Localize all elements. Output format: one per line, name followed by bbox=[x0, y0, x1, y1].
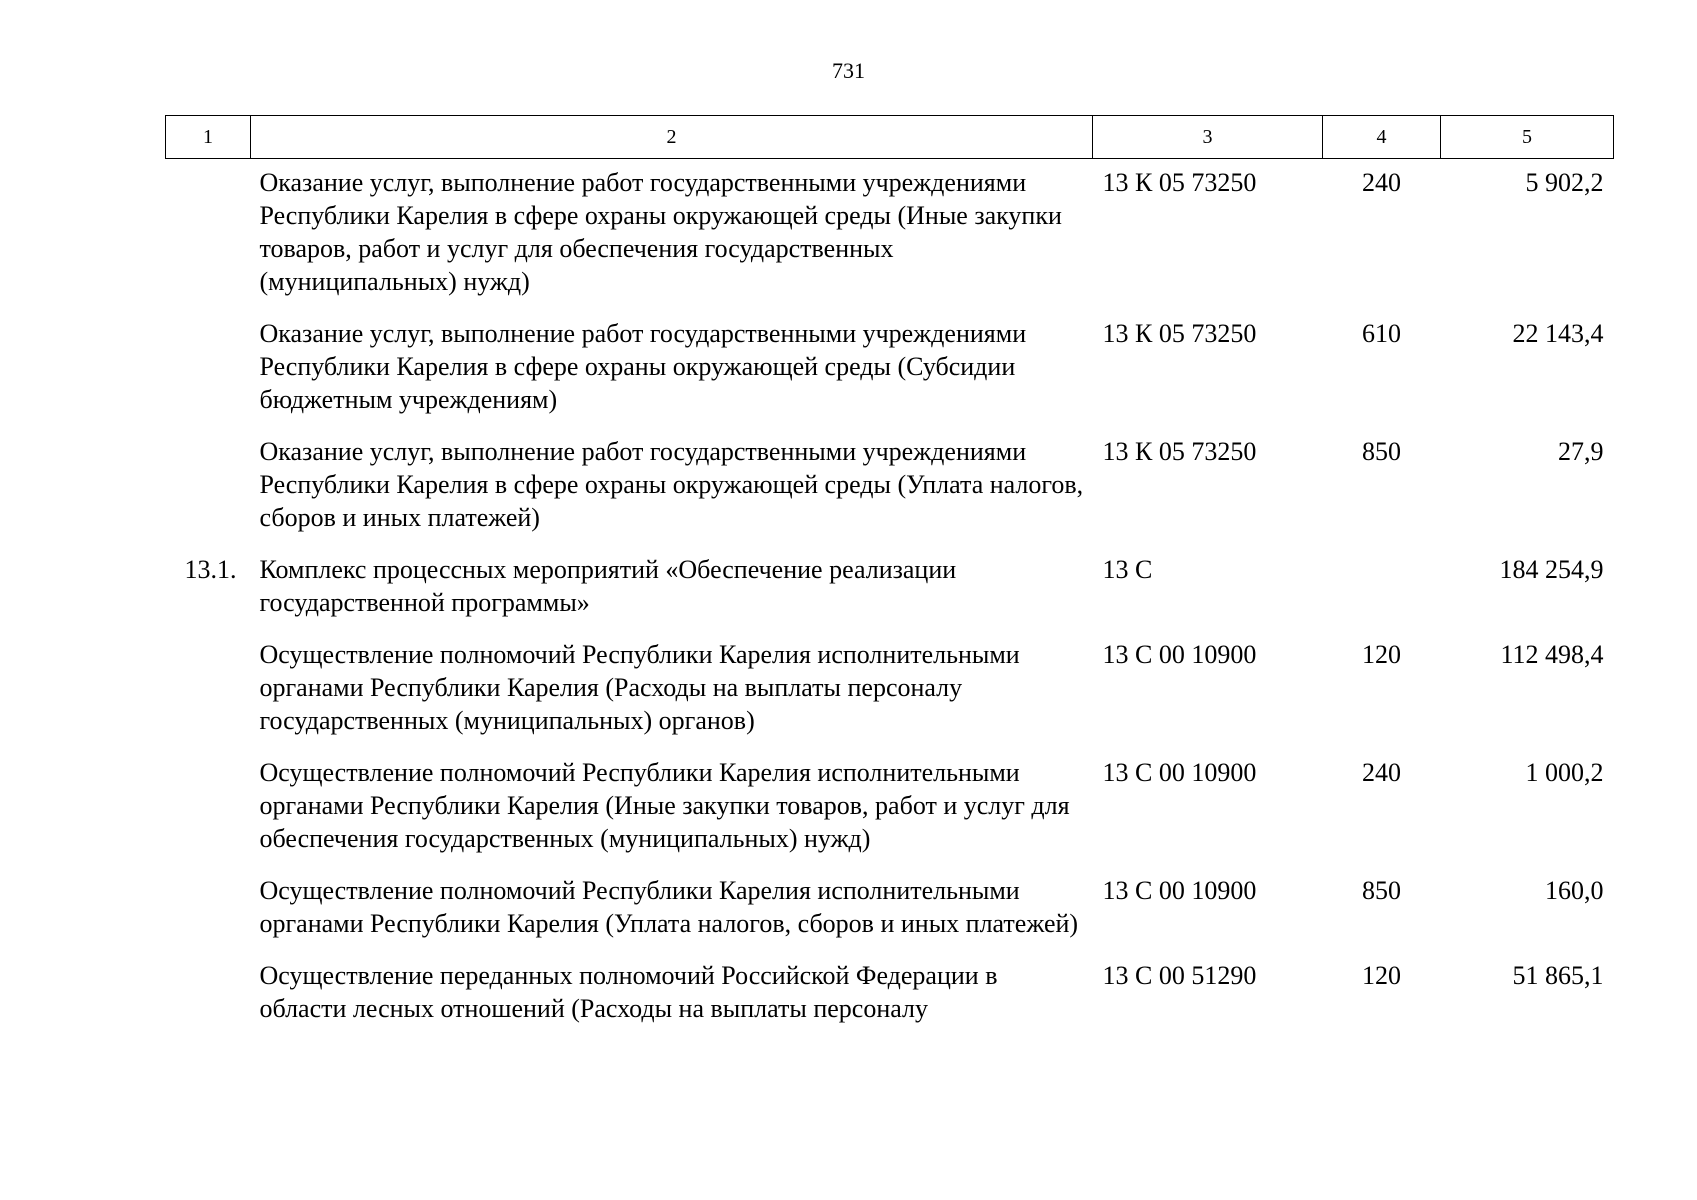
row-amount: 112 498,4 bbox=[1500, 640, 1604, 669]
row-expense-type: 120 bbox=[1362, 961, 1401, 990]
header-col-4: 4 bbox=[1323, 116, 1441, 159]
row-amount: 5 902,2 bbox=[1525, 168, 1604, 197]
table-row bbox=[166, 867, 1614, 952]
row-name: Осуществление полномочий Республики Карелия исполнительными органами Республики Карелия (Иные закупки товаров, работ и услуг для обеспечения государственных (муниципальных) нужд) bbox=[259, 758, 1070, 853]
row-expense-type: 850 bbox=[1362, 876, 1401, 905]
row-name: Осуществление полномочий Республики Карелия исполнительными органами Республики Карелия (Уплата налогов, сборов и иных платежей) bbox=[259, 876, 1079, 938]
table-row bbox=[166, 952, 1614, 1037]
row-code: 13 К 05 73250 bbox=[1102, 437, 1257, 466]
header-col-3: 3 bbox=[1093, 116, 1323, 159]
header-col-5: 5 bbox=[1441, 116, 1614, 159]
row-code: 13 К 05 73250 bbox=[1102, 319, 1257, 348]
row-expense-type: 120 bbox=[1362, 640, 1401, 669]
table-row bbox=[166, 428, 1614, 546]
row-code: 13 К 05 73250 bbox=[1102, 168, 1257, 197]
row-amount: 51 865,1 bbox=[1512, 961, 1604, 990]
table-row bbox=[166, 310, 1614, 428]
row-expense-type bbox=[1323, 546, 1441, 631]
table-row bbox=[166, 546, 1614, 631]
row-name: Комплекс процессных мероприятий «Обеспечение реализации государственной программы» bbox=[259, 555, 957, 617]
row-code: 13 С 00 10900 bbox=[1102, 758, 1257, 787]
table-row bbox=[166, 749, 1614, 867]
budget-table bbox=[165, 115, 1614, 1037]
table-header bbox=[166, 116, 1614, 159]
row-code: 13 С 00 10900 bbox=[1102, 640, 1257, 669]
header-col-2: 2 bbox=[251, 116, 1093, 159]
row-amount: 27,9 bbox=[1558, 437, 1604, 466]
header-row bbox=[166, 116, 1614, 159]
page-number: 731 bbox=[832, 58, 865, 83]
row-name: Оказание услуг, выполнение работ государственными учреждениями Республики Карелия в сфере охраны окружающей среды (Уплата налогов, сборов и иных платежей) bbox=[259, 437, 1084, 532]
table-body bbox=[166, 159, 1614, 1038]
row-number bbox=[166, 952, 251, 1037]
header-col-1: 1 bbox=[166, 116, 251, 159]
row-code: 13 С 00 51290 bbox=[1102, 961, 1257, 990]
row-code: 13 С bbox=[1102, 555, 1153, 584]
row-amount: 184 254,9 bbox=[1499, 555, 1604, 584]
row-name: Оказание услуг, выполнение работ государственными учреждениями Республики Карелия в сфере охраны окружающей среды (Субсидии бюджетным учреждениям) bbox=[259, 319, 1027, 414]
row-number bbox=[166, 428, 251, 546]
row-number bbox=[166, 159, 251, 311]
table-row bbox=[166, 159, 1614, 311]
row-number bbox=[166, 749, 251, 867]
row-name: Оказание услуг, выполнение работ государственными учреждениями Республики Карелия в сфере охраны окружающей среды (Иные закупки товаров, работ и услуг для обеспечения государственных (муниципальных) нужд) bbox=[259, 168, 1062, 296]
row-expense-type: 240 bbox=[1362, 758, 1401, 787]
row-number bbox=[166, 631, 251, 749]
row-code: 13 С 00 10900 bbox=[1102, 876, 1257, 905]
table-row bbox=[166, 631, 1614, 749]
row-expense-type: 240 bbox=[1362, 168, 1401, 197]
row-expense-type: 610 bbox=[1362, 319, 1401, 348]
row-amount: 160,0 bbox=[1545, 876, 1604, 905]
row-name: Осуществление полномочий Республики Карелия исполнительными органами Республики Карелия (Расходы на выплаты персоналу государственных (муниципальных) органов) bbox=[259, 640, 1020, 735]
row-number bbox=[166, 867, 251, 952]
row-expense-type: 850 bbox=[1362, 437, 1401, 466]
row-number: 13.1. bbox=[184, 555, 237, 584]
row-amount: 1 000,2 bbox=[1525, 758, 1604, 787]
row-name: Осуществление переданных полномочий Российской Федерации в области лесных отношений (Расходы на выплаты персоналу bbox=[259, 961, 998, 1023]
row-amount: 22 143,4 bbox=[1512, 319, 1604, 348]
row-number bbox=[166, 310, 251, 428]
